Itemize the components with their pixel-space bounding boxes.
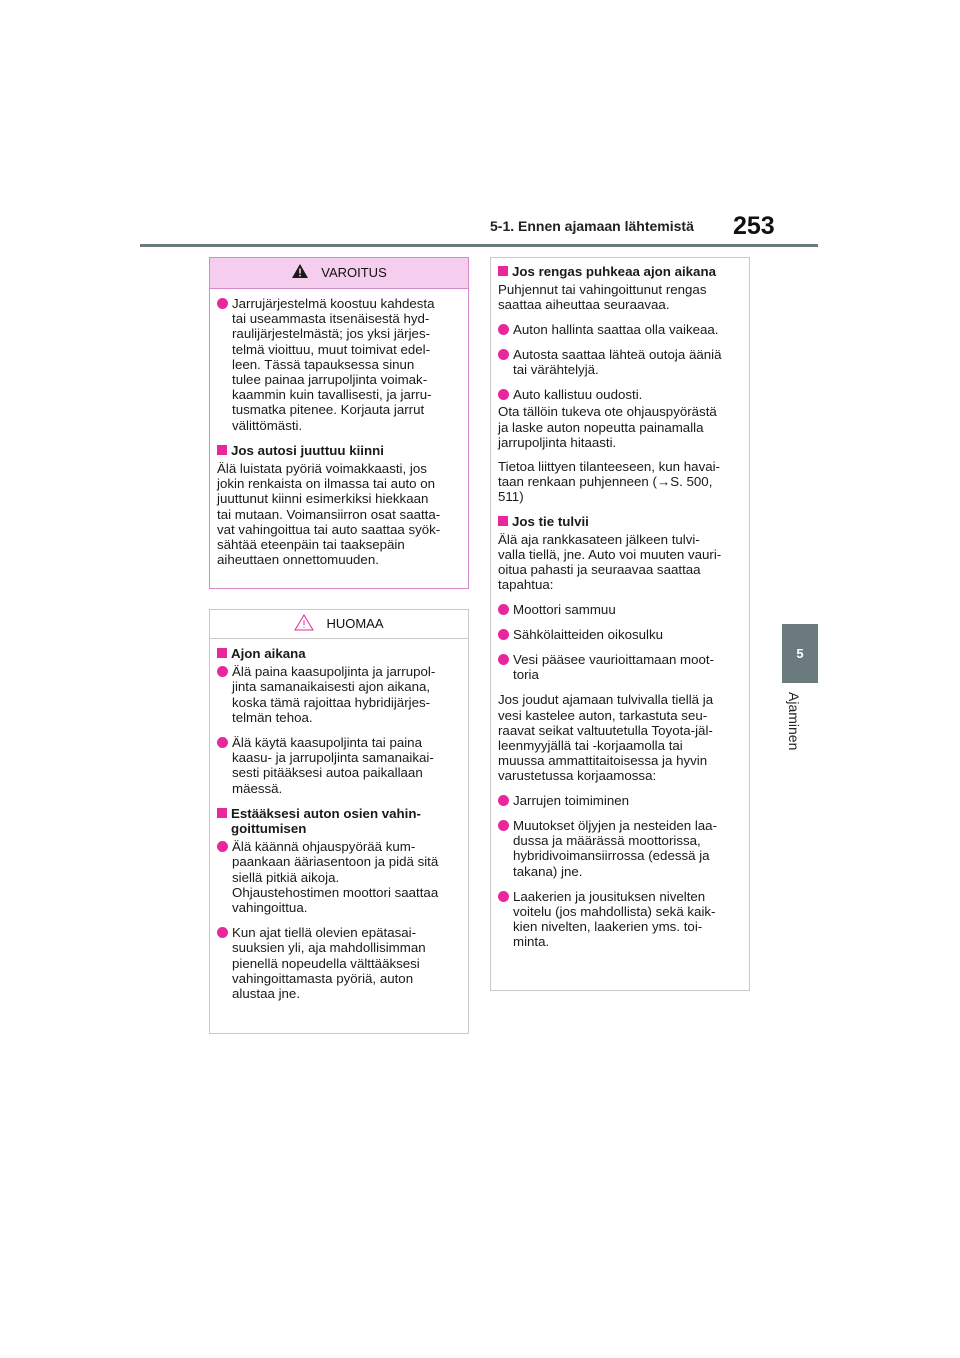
paragraph: Ota tällöin tukeva ote ohjauspyörästä ja laske auton nopeutta painamalla jarrupoljinta hitaasti.	[498, 404, 717, 450]
bullet-dot-icon	[498, 795, 509, 806]
section-title: Jos autosi juuttuu kiinni	[217, 443, 462, 458]
warning-box-header	[210, 258, 468, 289]
list-item: Kun ajat tiellä olevien epätasai- suuksien yli, aja mahdollisimman pienellä nopeudella välttääksesi vahingoittamasta pyöriä, auton alustaa jne.	[217, 925, 462, 1001]
list-item: Moottori sammuu	[498, 602, 743, 617]
notice-box	[209, 609, 469, 1034]
list-item: Laakerien ja jousituksen nivelten voitelu (jos mahdollista) sekä kaik- kien nivelten, laakerien yms. toi- minta.	[498, 889, 743, 950]
list-item: Muutokset öljyjen ja nesteiden laa- dussa ja määrässä moottorissa, hybridivoimansiirrossa (edessä ja takana) jne.	[498, 818, 743, 879]
bullet-dot-icon	[498, 820, 509, 831]
bullet-dot-icon	[217, 298, 228, 309]
list-item: Älä käännä ohjauspyörää kum- paankaan ääriasentoon ja pidä sitä siellä pitkiä aikoja. Ohjaustehostimen moottori saattaa vahingoittua.	[217, 839, 462, 915]
chapter-label: Ajaminen	[786, 692, 802, 751]
bullet-dot-icon	[498, 654, 509, 665]
section-square-icon	[217, 808, 227, 818]
bullet-dot-icon	[498, 629, 509, 640]
warning-box	[209, 257, 469, 589]
chapter-number: 5	[796, 646, 804, 661]
list-item: Auto kallistuu oudosti.	[498, 387, 743, 402]
page-number: 253	[733, 212, 775, 240]
bullet-dot-icon	[217, 841, 228, 852]
bullet-dot-icon	[498, 604, 509, 615]
bullet-dot-icon	[217, 927, 228, 938]
chapter-tab	[782, 624, 818, 683]
list-item: Jarrujen toimiminen	[498, 793, 743, 808]
list-item: Autosta saattaa lähteä outoja ääniä tai värähtelyjä.	[498, 347, 743, 377]
list-item: Auton hallinta saattaa olla vaikeaa.	[498, 322, 743, 337]
section-square-icon	[217, 648, 227, 658]
bullet-dot-icon	[498, 891, 509, 902]
paragraph: Älä luistata pyöriä voimakkaasti, jos jokin renkaista on ilmassa tai auto on juuttunut kiinni esimerkiksi hiekkaan tai mutaan. Voimansiirron osat saatta- vat vahingoittua tai auto saattaa syök- sähtää eteenpäin tai taaksepäin aiheuttaen onnettomuuden.	[217, 461, 441, 568]
list-item: Jarrujärjestelmä koostuu kahdesta tai useammasta itsenäisestä hyd- raulijärjestelmästä; jos yksi järjes- telmä vioittuu, muut toimivat edel- leen. Tässä tapauksessa sinun tulee painaa jarrupoljinta voimak- kaammin kuin tavallisesti, ja jarru- tusmatka pitenee. Korjauta jarrut välittömästi.	[217, 296, 462, 433]
info-box	[490, 257, 750, 991]
bullet-dot-icon	[498, 389, 509, 400]
section-title: Jos tie tulvii	[498, 514, 743, 529]
header-rule	[140, 244, 818, 247]
list-item: Sähkölaitteiden oikosulku	[498, 627, 743, 642]
section-title: Estääksesi auton osien vahin- goittumisen	[217, 806, 462, 836]
list-item: Älä käytä kaasupoljinta tai paina kaasu- ja jarrupoljinta samanaikai- sesti pitääksesi autoa paikallaan mäessä.	[217, 735, 462, 796]
notice-box-title: HUOMAA	[326, 616, 384, 632]
section-title: Jos rengas puhkeaa ajon aikana	[498, 264, 743, 279]
bullet-dot-icon	[217, 666, 228, 677]
bullet-dot-icon	[498, 349, 509, 360]
paragraph: Älä aja rankkasateen jälkeen tulvi- valla tiellä, jne. Auto voi muuten vauri- oitua pahasti ja seuraavaa saattaa tapahtua:	[498, 531, 722, 593]
list-item: Älä paina kaasupoljinta ja jarrupol- jinta samanaikaisesti ajon aikana, koska tämä rajoittaa hybridijärjes- telmän tehoa.	[217, 664, 462, 725]
page-reference: Tietoa liittyen tilanteeseen, kun havai- taan renkaan puhjenneen (→S. 500, 511)	[498, 459, 720, 505]
notice-triangle-outline-icon	[294, 614, 314, 634]
warning-box-title: VAROITUS	[321, 265, 387, 281]
warning-triangle-icon	[291, 263, 309, 282]
list-item: Vesi pääsee vaurioittamaan moot- toria	[498, 652, 743, 682]
paragraph: Jos joudut ajamaan tulvivalla tiellä ja vesi kastelee auton, tarkastuta seu- raavat seikat valtuutetulla Toyota-jäl- leenmyyjällä tai -korjaamolla tai muussa ammattitaitoisessa ja hyvin varustetussa korjaamossa:	[498, 692, 714, 784]
section-square-icon	[498, 516, 508, 526]
bullet-dot-icon	[217, 737, 228, 748]
notice-box-header	[210, 610, 468, 639]
section-header-title: 5-1. Ennen ajamaan lähtemistä	[490, 218, 694, 234]
section-title: Ajon aikana	[217, 646, 462, 661]
bullet-dot-icon	[498, 324, 509, 335]
section-square-icon	[498, 266, 508, 276]
paragraph: Puhjennut tai vahingoittunut rengas saattaa aiheuttaa seuraavaa.	[498, 282, 707, 313]
section-square-icon	[217, 445, 227, 455]
